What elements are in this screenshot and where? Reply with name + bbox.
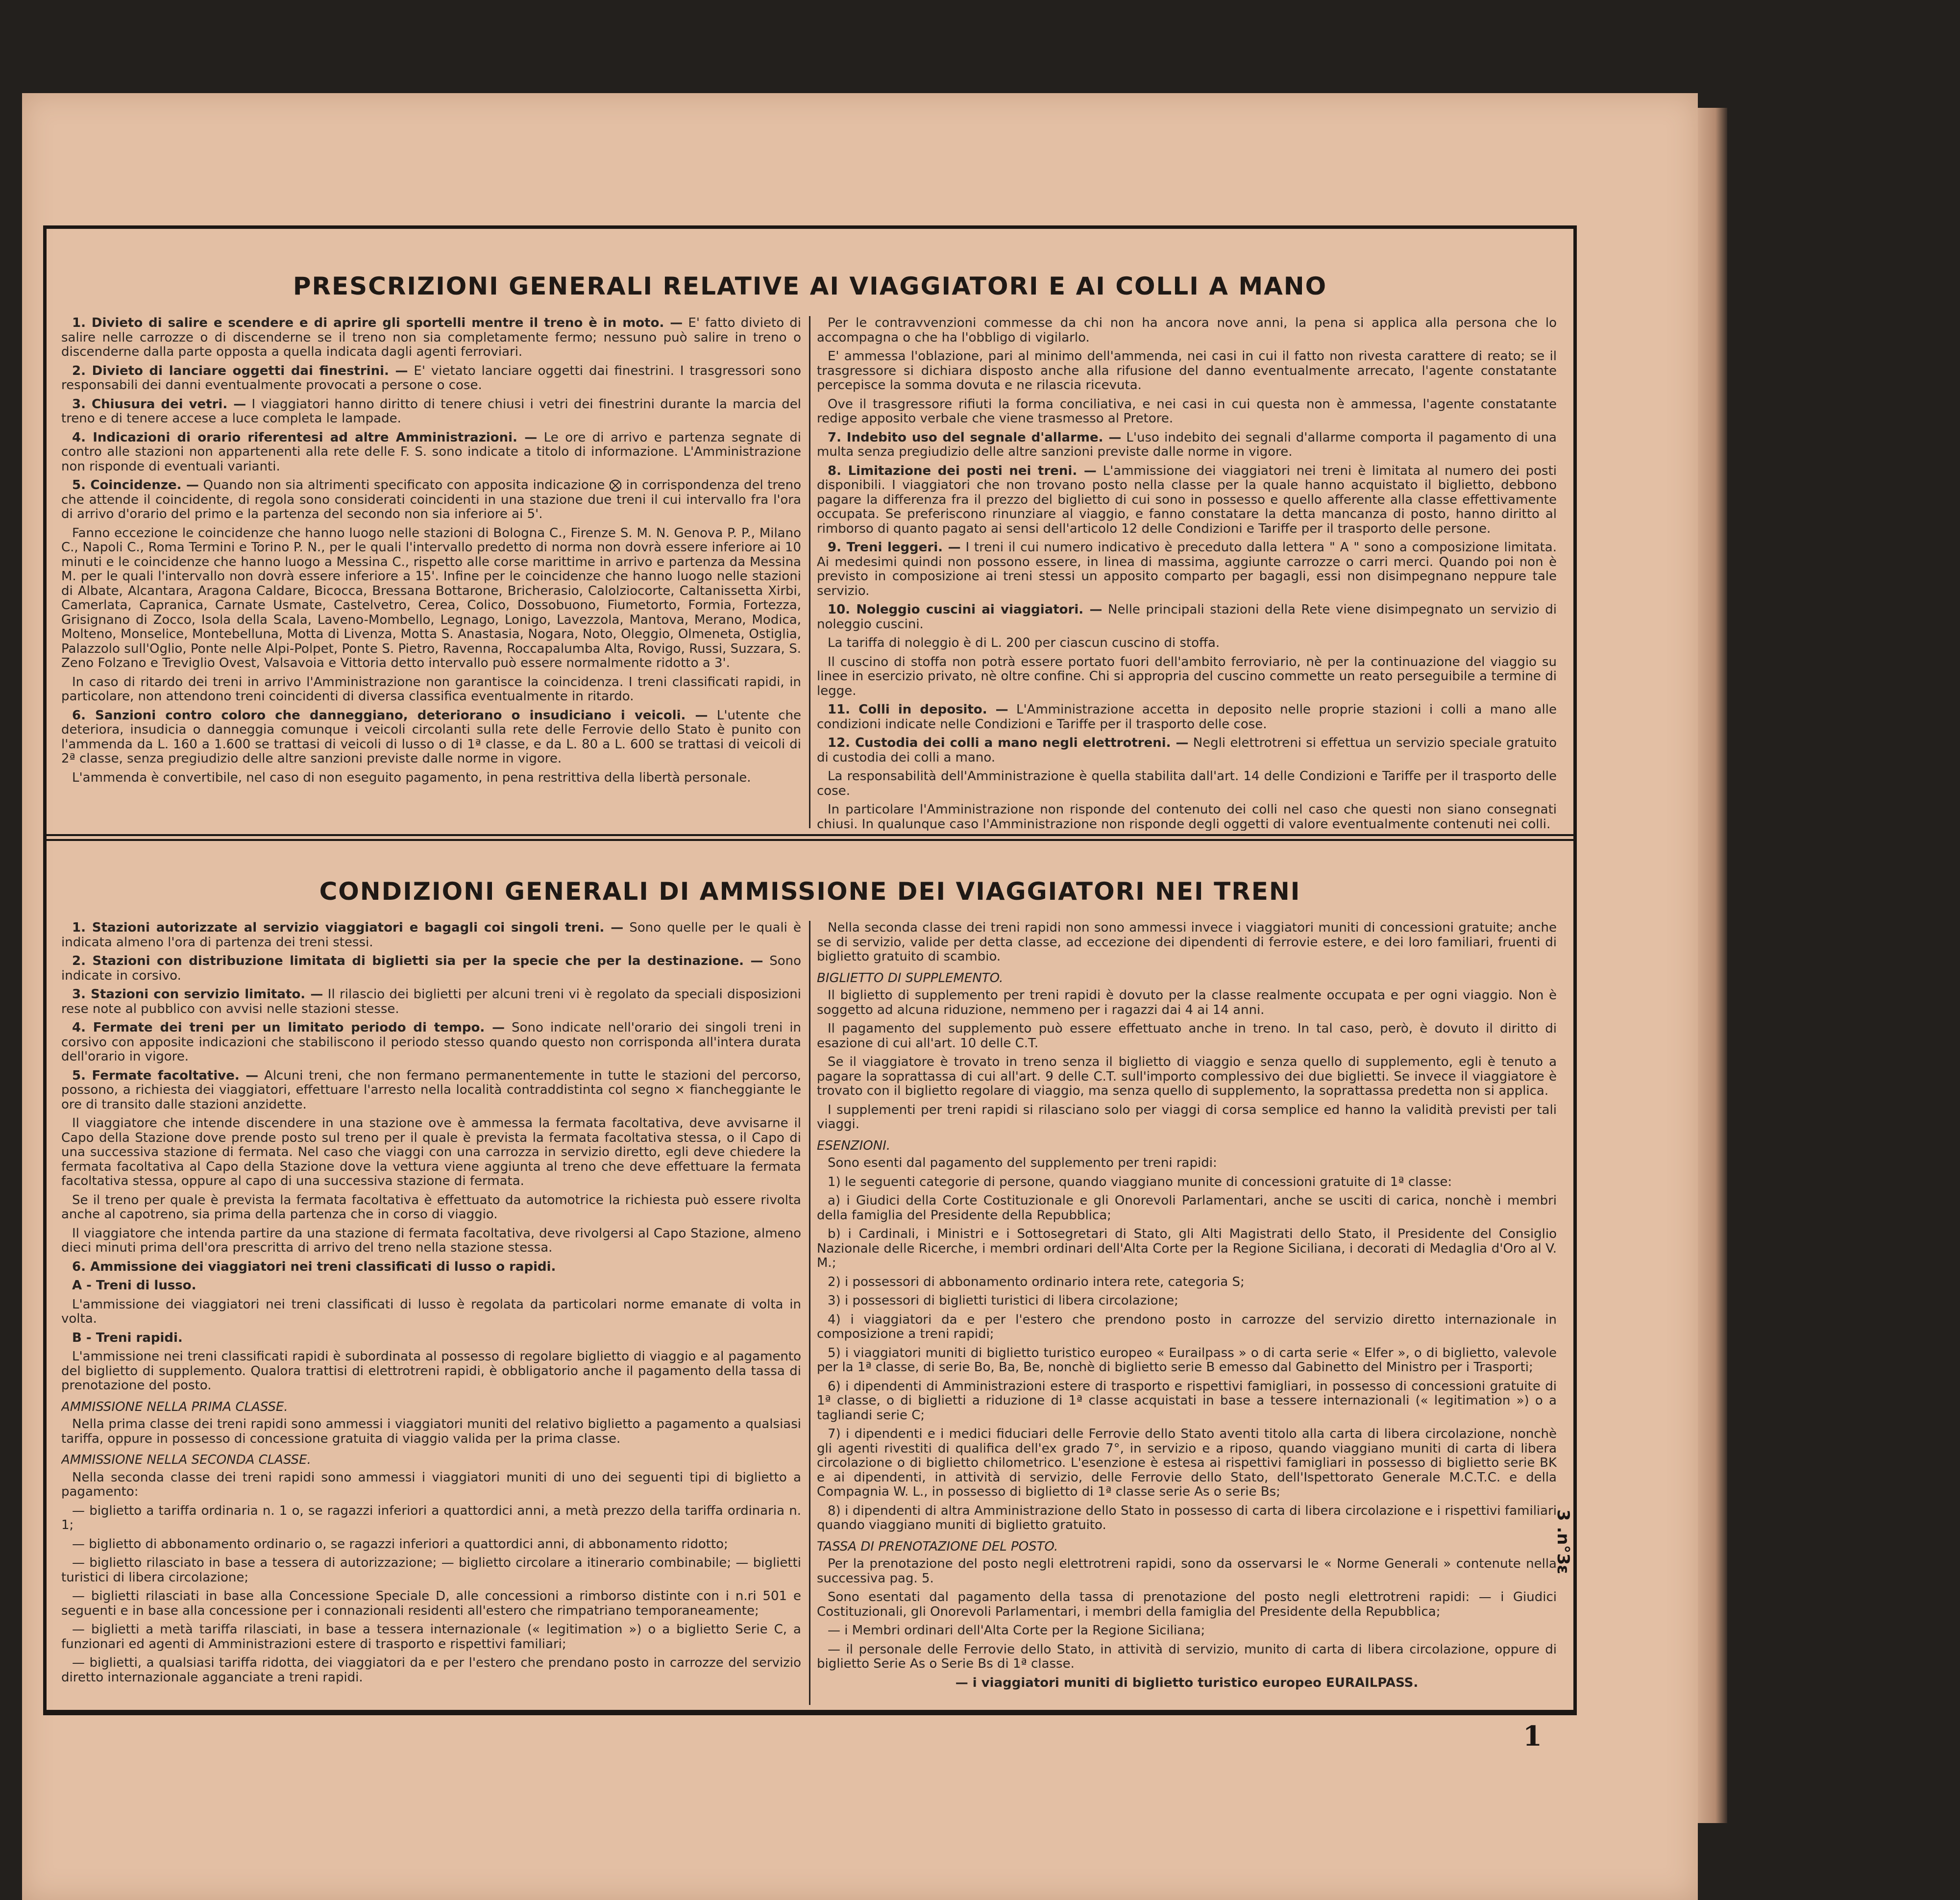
paragraph-text: Sono esentati dal pagamento della tassa di prenotazione del posto negli elettrotreni rapidi: — i Giudici Costituzionali, gli Onorevoli Parlamentari, i membri della famiglia del Presidente della Repubblica; [817,1590,1557,1619]
paragraph-heading: 2. Divieto di lanciare oggetti dai finestrini. — [72,363,408,378]
subheading: BIGLIETTO DI SUPPLEMENTO. [817,970,1004,986]
paragraph-text: — biglietti a metà tariffa rilasciati, in base a tessera internazionale (« legitimation ») o a biglietto Serie C, a funzionari ed agenti di Amministrazioni estere di trasporto e rispettivi familiari; [61,1622,801,1652]
paragraph [61,1471,801,1500]
paragraph [817,703,1557,732]
paragraph [61,1260,801,1275]
paragraph [817,1103,1557,1132]
subheading: TASSA DI PRENOTAZIONE DEL POSTO. [817,1539,1058,1554]
paragraph [61,526,801,671]
paragraph-text: 5) i viaggiatori muniti di biglietto turistico europeo « Eurailpass » o di carta serie « Elfer », o di biglietto, valevole per la 1ª classe, di serie Bo, Ba, Be, nonchè di biglietto serie B emesso dal Gabinetto del Ministro per i Trasporti; [817,1345,1557,1375]
paragraph [61,1298,801,1327]
paragraph-text: Ove il trasgressore rifiuti la forma conciliativa, e nei casi in cui questa non è ammessa, l'agente constatante redige apposito verbale che viene trasmesso al Pretore. [817,396,1557,426]
paragraph [61,1350,801,1393]
paragraph-text: In particolare l'Amministrazione non risponde del contenuto dei colli nel caso che questi non siano consegnati chiusi. In qualunque caso l'Amministrazione non risponde degli oggetti di valore eventualmente contenuti nei colli. [817,802,1557,831]
paragraph [817,1380,1557,1423]
paragraph [817,1346,1557,1375]
paragraph [817,1194,1557,1223]
paragraph-text: 4) i viaggiatori da e per l'estero che prendono posto in carrozze del servizio diretto internazionale in composizione a treni rapidi; [817,1312,1557,1341]
paragraph-text: Se il viaggiatore è trovato in treno senza il biglietto di viaggio e senza quello di supplemento, egli è tenuto a pagare la soprattassa di cui all'art. 9 delle C.T. sull'importo complessivo dei due biglietti. Se invece il viaggiatore è trovato con il biglietto regolare di viaggio, ma senza quello di supplemento, la soprattassa predetta non si applica. [817,1055,1557,1098]
paragraph-text: a) i Giudici della Corte Costituzionale e gli Onorevoli Parlamentari, anche se usciti di carica, nonchè i membri della famiglia del Presidente della Repubblica; [817,1193,1557,1223]
subheading: ESENZIONI. [817,1138,891,1153]
paragraph [817,1643,1557,1672]
section-divider [47,834,1573,841]
paragraph-heading: 12. Custodia dei colli a mano negli elettrotreni. — [828,736,1189,750]
paragraph-heading: 11. Colli in deposito. — [828,702,1008,717]
paragraph-text: 3) i possessori di biglietti turistici di libera circolazione; [828,1293,1178,1308]
paragraph [817,921,1557,964]
paragraph-text: L'utente che deteriora, insudicia o danneggia comunque i veicoli circolanti sulla rete delle Ferrovie dello Stato è punito con l'ammenda da L. 160 a 1.600 se trattasi di veicoli di lusso o di 1ª classe, e da L. 80 a L. 600 se trattasi di veicoli di 2ª classe, senza pregiudizio delle altre sanzioni previste dalle norme in vigore. [61,708,801,766]
paragraph-text: E' vietato lanciare oggetti dai finestrini. I trasgressori sono responsabili dei danni eventualmente provocati a persone o cose. [61,363,801,393]
paragraph-text: Le ore di arrivo e partenza segnate di contro alle stazioni non appartenenti alla rete delle F. S. sono indicate a titolo di informazione. L'Amministrazione non risponde di eventuali varianti. [61,430,801,474]
paragraph-text: L'ammissione dei viaggiatori nei treni classificati di lusso è regolata da particolari norme emanate di volta in volta. [61,1297,801,1326]
paragraph-text: — biglietto a tariffa ordinaria n. 1 o, se ragazzi inferiori a quattordici anni, a metà prezzo della tariffa ordinaria n. 1; [61,1503,801,1532]
paragraph [61,1069,801,1112]
paragraph-text: — biglietto di abbonamento ordinario o, se ragazzi inferiori a quattordici anni, di abbonamento ridotto; [72,1536,728,1552]
paragraph [61,771,801,786]
paragraph-text: Sono indicate in corsivo. [61,954,801,983]
paragraph [817,736,1557,765]
paragraph-heading: 2. Stazioni con distribuzione limitata di biglietti sia per la specie che per la destinazione. — [72,954,763,968]
paragraph-text: Negli elettrotreni si effettua un servizio speciale gratuito di custodia dei colli a mano. [817,736,1557,765]
paragraph [61,1589,801,1618]
paragraph [61,709,801,766]
paragraph [817,1427,1557,1500]
paragraph [61,1021,801,1064]
paragraph [61,1331,801,1346]
paragraph-text: Il cuscino di stoffa non potrà essere portato fuori dell'ambito ferroviario, nè per la continuazione del viaggio su linee in esercizio privato, nè oltre confine. Chi si appropria del cuscino commette un reato perseguibile a termine di legge. [817,654,1557,698]
paragraph-text: Sono indicate nell'orario dei singoli treni in corsivo con apposite indicazioni che stabiliscono il periodo stesso quando questo non corrisponda all'intera durata dell'orario in vigore. [61,1020,801,1064]
paragraph [817,1156,1557,1171]
paragraph-text: — biglietto rilasciato in base a tessera di autorizzazione; — biglietto circolare a itinerario combinabile; — biglietti turistici di libera circolazione; [61,1555,801,1585]
paragraph [817,1504,1557,1533]
paragraph [817,769,1557,798]
paragraph-text: E' fatto divieto di salire nelle carrozze o di discenderne se il treno non sia completamente fermo; nessuno può salire in treno o discenderne dalla parte opposta a quella indicata dagli agenti ferroviari. [61,316,801,359]
paragraph [817,1557,1557,1586]
section2-right-column [817,921,1557,1705]
paragraph-text: Per le contravvenzioni commesse da chi non ha ancora nove anni, la pena si applica alla persona che lo accompagna o che ha l'obbligo di vigilarlo. [817,316,1557,345]
paragraph-text: 7) i dipendenti e i medici fiduciari delle Ferrovie dello Stato aventi titolo alla carta di libera circolazione, nonchè gli agenti rivestiti di qualifica dell'ex grado 7°, in servizio e a riposo, quando viaggiano muniti di carta di libera circolazione o di biglietto chilometrico. L'esenzione è estesa ai rispettivi famigliari in possesso di biglietto serie BK e ai dipendenti, in attività di servizio, delle Ferrovie dello Stato, dell'Ispettorato Generale M.C.T.C. e della Compagnia W. L., in possesso di biglietto di 1ª classe serie As o serie Bs; [817,1427,1557,1499]
paragraph [61,1279,801,1293]
paragraph [61,431,801,474]
paragraph-text: Il rilascio dei biglietti per alcuni treni vi è regolato da speciali disposizioni rese note al pubblico con avvisi nelle stazioni stesse. [61,987,801,1016]
paragraph-text: Il pagamento del supplemento può essere effettuato anche in treno. In tal caso, però, è dovuto il diritto di esazione di cui all'art. 10 delle C.T. [817,1021,1557,1051]
paragraph-heading: 8. Limitazione dei posti nei treni. — [828,463,1097,478]
paragraph [61,316,801,360]
paragraph [61,1227,801,1256]
paragraph [61,675,801,704]
paragraph [61,397,801,426]
paragraph [817,1294,1557,1308]
page-number: 1 [1523,1720,1542,1752]
paragraph [817,603,1557,632]
paragraph-heading: 3. Chiusura dei vetri. — [72,396,246,412]
paragraph-text: Sono quelle per le quali è indicata almeno l'ora di partenza dei treni stessi. [61,921,801,950]
paragraph-text: Nelle principali stazioni della Rete viene disimpegnato un servizio di noleggio cuscini. [817,602,1557,632]
paragraph [817,655,1557,699]
paragraph-text: Nella prima classe dei treni rapidi sono ammessi i viaggiatori muniti del relativo biglietto a pagamento a qualsiasi tariffa, oppure in possesso di concessione gratuita di viaggio valida per la prima classe. [61,1417,801,1446]
section2-title: CONDIZIONI GENERALI DI AMMISSIONE DEI VIAGGIATORI NEI TRENI [319,877,1301,906]
paragraph-text: E' ammessa l'oblazione, pari al minimo dell'ammenda, nei casi in cui il fatto non rivesta carattere di reato; se il trasgressore si dichiara disposto anche alla rifusione del danno eventualmente arrecato, l'agente constatante percepisce la somma dovuta e ne rilascia ricevuta. [817,349,1557,393]
paragraph [61,987,801,1016]
paragraph [817,1275,1557,1290]
paragraph-heading: 5. Coincidenze. — [72,478,199,493]
paragraph-text: Il viaggiatore che intenda partire da una stazione di fermata facoltativa, deve rivolgersi al Capo Stazione, almeno dieci minuti prima dell'ora prescritta di arrivo del treno nella stazione stessa. [61,1226,801,1255]
paragraph [61,1193,801,1222]
paragraph [61,954,801,983]
section1-right-column [817,316,1557,831]
paragraph-heading: 3. Stazioni con servizio limitato. — [72,987,323,1002]
paragraph [61,1656,801,1685]
paragraph-text: Se il treno per quale è prevista la fermata facoltativa è effettuato da automotrice la richiesta può essere rivolta anche al capotreno, sia prima della partenza che in corso di viaggio. [61,1192,801,1222]
paragraph-text: Alcuni treni, che non fermano permanentemente in tutte le stazioni del percorso, possono, a richiesta dei viaggiatori, effettuare l'arresto nella località contraddistinta col segno × fiancheggiante le ore di transito dalle stazioni anzidette. [61,1068,801,1112]
paragraph [61,1116,801,1189]
paragraph-text: L'ammissione dei viaggiatori nei treni è limitata al numero dei posti disponibili. I viaggiatori che non trovano posto nella classe per la quale hanno acquistato il biglietto, debbono pagare la differenza fra il prezzo del biglietto di cui sono in possesso e quello afferente alla classe effettivamente occupata. Se preferiscono rinunziare al viaggio, e fanno constatare la detta mancanza di posto, hanno diritto al rimborso di quanto pagato ai sensi dell'articolo 12 delle Condizioni e Tariffe per il trasporto delle persone. [817,463,1557,536]
paragraph-text: La tariffa di noleggio è di L. 200 per ciascun cuscino di stoffa. [828,636,1220,650]
paragraph-text: I supplementi per treni rapidi si rilasciano solo per viaggi di corsa semplice ed hanno la validità previsti per tali viaggi. [817,1102,1557,1132]
paragraph-text: — i Membri ordinari dell'Alta Corte per la Regione Siciliana; [828,1623,1205,1638]
subheading: AMMISSIONE NELLA SECONDA CLASSE. [61,1453,311,1467]
paragraph [817,1022,1557,1051]
paragraph-heading: 5. Fermate facoltative. — [72,1068,259,1083]
paragraph-text: L'ammissione nei treni classificati rapidi è subordinata al possesso di regolare biglietto di viaggio e al pagamento del biglietto di supplemento. Qualora trattisi di elettrotreni rapidi, è obbligatorio anche il pagamento della tassa di prenotazione del posto. [61,1349,801,1393]
paragraph [817,541,1557,598]
paragraph [817,316,1557,345]
paragraph [61,478,801,522]
paragraph-text: — biglietti rilasciati in base alla Concessione Speciale D, alle concessioni a rimborso distinte con i n.ri 501 e seguenti e in base alla concessione per i connazionali residenti all'estero che rimpatriano temporaneamente; [61,1589,801,1618]
paragraph [817,397,1557,426]
column-divider [809,316,810,828]
side-code: 3 .n°3ɛ [1553,1509,1573,1575]
paragraph [61,1556,801,1585]
paragraph [61,921,801,950]
paragraph-text: 6) i dipendenti di Amministrazioni estere di trasporto e rispettivi famigliari, in possesso di concessioni gratuite di 1ª classe, o di biglietti a riduzione di 1ª classe acquistati in base a tessere internazionali (« legitimation ») o a tagliandi serie C; [817,1379,1557,1423]
paragraph-text: Il viaggiatore che intende discendere in una stazione ove è ammessa la fermata facoltativa, deve avvisarne il Capo della Stazione dove prende posto sul treno per il quale è prevista la fermata facoltativa stessa, o il Capo di una successiva stazione di fermata. Nel caso che viaggi con una carrozza in servizio diretto, egli deve chiedere la fermata facoltativa al Capo della Stazione dove la vettura viene aggiunta al treno che deve effettuare la fermata facoltativa stessa, oppure al capo di una successiva stazione di fermata. [61,1116,801,1188]
paragraph [61,364,801,393]
paragraph-text: I viaggiatori hanno diritto di tenere chiusi i vetri dei finestrini durante la marcia del treno e di tenere accese a luce completa le lampade. [61,396,801,426]
paragraph [817,803,1557,831]
paragraph-heading: 7. Indebito uso del segnale d'allarme. — [828,430,1122,445]
bottom-rule [47,1710,1573,1712]
section2-left-column [61,921,801,1705]
paragraph-heading: 1. Divieto di salire e scendere e di aprire gli sportelli mentre il treno è in moto. — [72,316,683,330]
paragraph-heading: 10. Noleggio cuscini ai viaggiatori. — [828,602,1102,617]
paragraph [817,636,1557,651]
column-divider [809,921,810,1705]
paragraph-heading: 4. Indicazioni di orario riferentesi ad altre Amministrazioni. — [72,430,538,445]
paragraph-text: In caso di ritardo dei treni in arrivo l'Amministrazione non garantisce la coincidenza. I treni classificati rapidi, in particolare, non attendono treni coincidenti di diversa classifica eventualmente in ritardo. [61,674,801,704]
paragraph-text: Nella seconda classe dei treni rapidi sono ammessi i viaggiatori muniti di uno dei seguenti tipi di biglietto a pagamento: [61,1470,801,1499]
paragraph [817,1590,1557,1619]
paragraph-text: 8) i dipendenti di altra Amministrazione dello Stato in possesso di carta di libera circolazione e i rispettivi familiari quando viaggiano muniti di biglietto gratuito. [817,1503,1557,1532]
paragraph [817,1175,1557,1190]
paragraph [817,1055,1557,1099]
paragraph [61,1417,801,1446]
paragraph-heading: A - Treni di lusso. [72,1278,196,1293]
paragraph [817,988,1557,1017]
paragraph-heading: 4. Fermate dei treni per un limitato periodo di tempo. — [72,1020,505,1035]
paragraph-heading: 6. Ammissione dei viaggiatori nei treni classificati di lusso o rapidi. [72,1259,556,1274]
paragraph-text: b) i Cardinali, i Ministri e i Sottosegretari di Stato, gli Alti Magistrati dello Stato, il Presidente del Consiglio Nazionale delle Ricerche, i membri ordinari dell'Alta Corte per la Regione Siciliana, i decorati di Medaglia d'Oro al V. M.; [817,1227,1557,1270]
paragraph-text: Per la prenotazione del posto negli elettrotreni rapidi, sono da osservarsi le « Norme Generali » contenute nella successiva pag. 5. [817,1556,1557,1586]
paragraph-text: I treni il cui numero indicativo è preceduto dalla lettera " A " sono a composizione limitata. Ai medesimi quindi non possono essere, in linea di massima, aggiunte carrozze o carri merci. Quando poi non è previsto in composizione ai treni stessi un apposito comparto per bagagli, essi non disimpegnano neppure tale servizio. [817,540,1557,598]
paragraph-text: L'Amministrazione accetta in deposito nelle proprie stazioni i colli a mano alle condizioni indicate nelle Condizioni e Tariffe per il trasporto delle cose. [817,702,1557,732]
paragraph [817,431,1557,460]
paragraph [61,1504,801,1533]
paragraph-heading: 1. Stazioni autorizzate al servizio viaggiatori e bagagli coi singoli treni. — [72,921,624,935]
paragraph-text: 2) i possessori di abbonamento ordinario intera rete, categoria S; [828,1274,1245,1289]
paragraph-text: — biglietti, a qualsiasi tariffa ridotta, dei viaggiatori da e per l'estero che prendano posto in carrozze del servizio diretto internazionale agganciate a treni rapidi. [61,1655,801,1685]
paragraph-heading: 9. Treni leggeri. — [828,540,961,555]
paragraph [817,1313,1557,1342]
paragraph [61,1537,801,1552]
paragraph-text: Fanno eccezione le coincidenze che hanno luogo nelle stazioni di Bologna C., Firenze S. M. N. Genova P. P., Milano C., Napoli C., Roma Termini e Torino P. N., per le quali l'intervallo predetto di norma non dovrà essere inferiore ai 10 minuti e le coincidenze che hanno luogo a Messina C., rispetto alle corse marittime in arrivo e partenza da Messina M. per le quali l'intervallo non dovrà essere inferiore a 15'. Infine per le coincidenze che hanno luogo nelle stazioni di Albate, Alcantara, Aragona Caldare, Bicocca, Bressana Bottarone, Bricherasio, Calolziocorte, Caltanissetta Xirbi, Camerlata, Capranica, Carnate Usmate, Castelvetro, Cerea, Colico, Dossobuono, Fiumetorto, Formia, Fortezza, Grisignano di Zocco, Isola della Scala, Laveno-Mombello, Legnago, Lonigo, Lavezzola, Mantova, Merano, Modica, Molteno, Monselice, Montebelluna, Motta di Livenza, Motta S. Anastasia, Nogara, Noto, Oleggio, Olmeneta, Ostiglia, Palazzolo sull'Oglio, Ponte nelle Alpi-Polpet, Ponte S. Pietro, Ravenna, Roccapalumba Alta, Rovigo, Russi, Suzzara, S. Zeno Folzano e Treviglio Ovest, Valsavoia e Vittoria detto intervallo può essere normalmente ridotto a 3'. [61,525,801,670]
paragraph [817,349,1557,393]
paragraph [817,464,1557,537]
content-frame [43,225,1577,1715]
paragraph [817,1227,1557,1271]
paragraph-text: L'uso indebito dei segnali d'allarme comporta il pagamento di una multa senza pregiudizio delle altre sanzioni previste dalle norme in vigore. [817,430,1557,459]
paragraph-text: La responsabilità dell'Amministrazione è quella stabilita dall'art. 14 delle Condizioni e Tariffe per il trasporto delle cose. [817,769,1557,798]
section1-title: PRESCRIZIONI GENERALI RELATIVE AI VIAGGIATORI E AI COLLI A MANO [293,272,1327,300]
paragraph-text: — il personale delle Ferrovie dello Stato, in attività di servizio, munito di carta di libera circolazione, oppure di biglietto Serie As o Serie Bs di 1ª classe. [817,1642,1557,1671]
paragraph-text: 1) le seguenti categorie di persone, quando viaggiano munite di concessioni gratuite di 1ª classe: [828,1174,1452,1189]
paragraph-text: Sono esenti dal pagamento del supplemento per treni rapidi: [828,1156,1217,1170]
paragraph [817,1624,1557,1638]
paragraph-text: Nella seconda classe dei treni rapidi non sono ammessi invece i viaggiatori muniti di concessioni gratuite; anche se di servizio, valide per detta classe, ad eccezione dei dipendenti di ferrovie estere, e dei loro familiari, fruenti di biglietto gratuito di scambio. [817,921,1557,964]
paragraph-heading: 6. Sanzioni contro coloro che danneggiano, deteriorano o insudiciano i veicoli. — [72,708,708,723]
paragraph-text: L'ammenda è convertibile, nel caso di non eseguito pagamento, in pena restrittiva della libertà personale. [72,770,751,785]
paragraph-text: Il biglietto di supplemento per treni rapidi è dovuto per la classe realmente occupata e per ogni viaggio. Non è soggetto ad alcuna riduzione, nemmeno per i ragazzi dai 4 ai 14 anni. [817,988,1557,1017]
closing-line: — i viaggiatori muniti di biglietto turistico europeo EURAILPASS. [955,1675,1419,1690]
paragraph [61,1623,801,1652]
page-edge [1698,108,1727,1823]
subheading: AMMISSIONE NELLA PRIMA CLASSE. [61,1399,288,1414]
section1-left-column [61,316,801,831]
paragraph-text: Quando non sia altrimenti specificato con apposita indicazione ⨂ in corrispondenza del treno che attende il coincidente, di regola sono considerati coincidenti in una stazione due treni il cui intervallo fra l'ora di arrivo d'orario del primo e la partenza del secondo non sia inferiore ai 5'. [61,478,801,521]
paragraph-heading: B - Treni rapidi. [72,1330,183,1345]
